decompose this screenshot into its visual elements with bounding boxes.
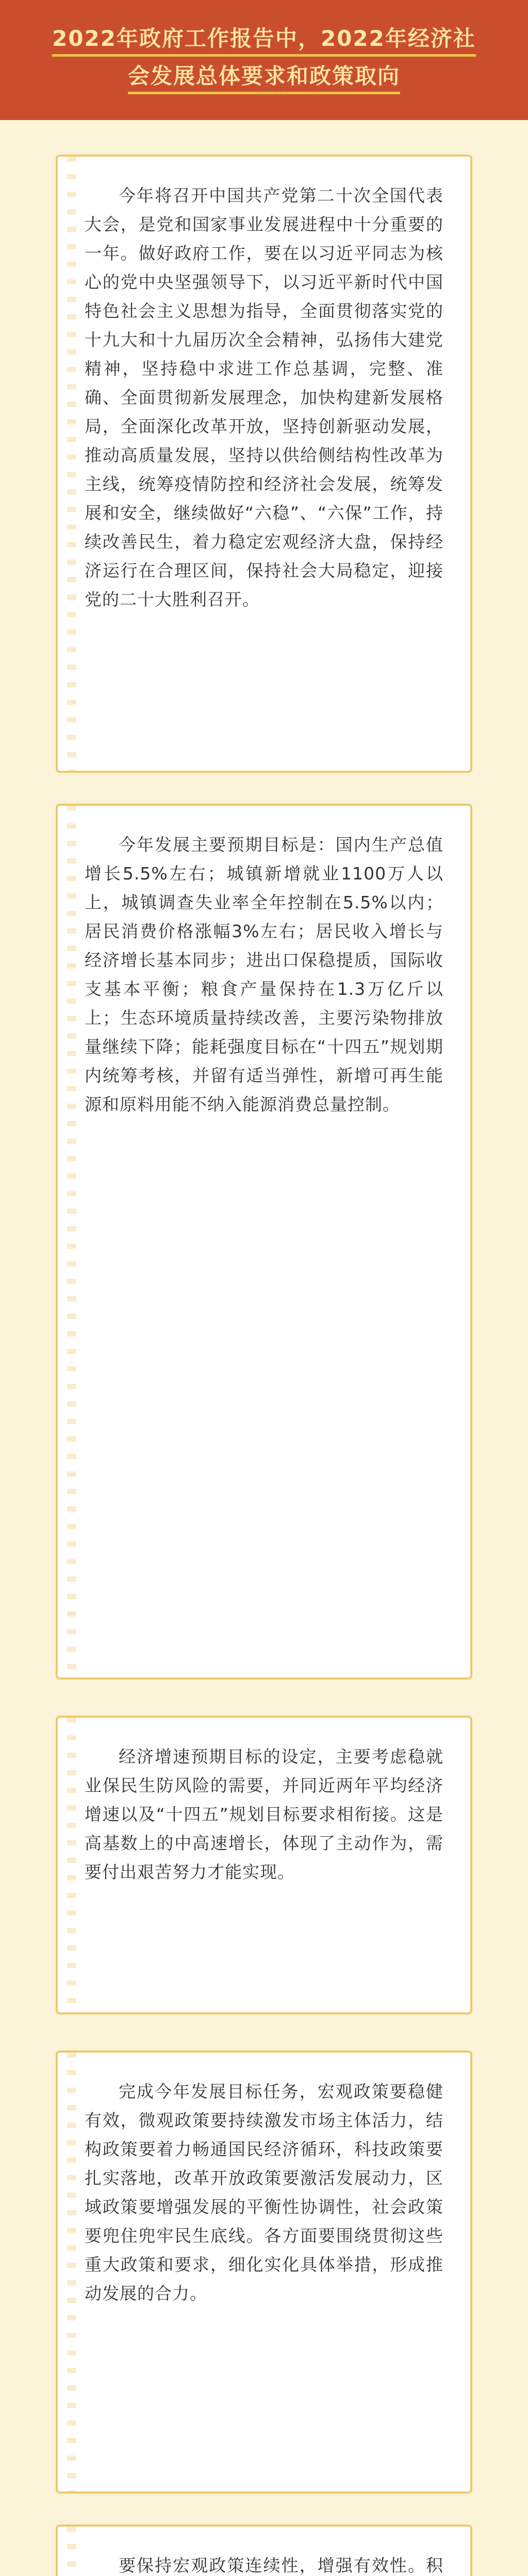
paragraph-2: 今年发展主要预期目标是：国内生产总值增长5.5%左右；城镇新增就业1100万人以上，城镇调查失业率全年控制在5.5%以内；居民消费价格涨幅3%左右；居民收入增长与经济增长基本同步；进出口保稳提质，国际收支基本平衡；粮食产量保持在1.3万亿斤以上；生态环境质量持续改善，主要污染物排放量继续下降；能耗强度目标在“十四五”规划期内统筹考核，并留有适当弹性，新增可再生能源和原料用能不纳入能源消费总量控制。 bbox=[85, 835, 443, 1114]
title-line-1: 2022年政府工作报告中，2022年经济社 bbox=[52, 26, 476, 57]
paragraph-4: 完成今年发展目标任务，宏观政策要稳健有效，微观政策要持续激发市场主体活力，结构政策要着力畅通国民经济循环，科技政策要扎实落地，改革开放政策要激活发展动力，区域政策要增强发展的平衡性协调性，社会政策要兜住兜牢民生底线。各方面要围绕贯彻这些重大政策和要求，细化实化具体举措，形成推动发展的合力。 bbox=[85, 2081, 443, 2303]
paragraph-1: 今年将召开中国共产党第二十次全国代表大会，是党和国家事业发展进程中十分重要的一年。做好政府工作，要在以习近平同志为核心的党中央坚强领导下，以习近平新时代中国特色社会主义思想为指导，全面贯彻落实党的十九大和十九届历次全会精神，弘扬伟大建党精神，坚持稳中求进工作总基调，完整、准确、全面贯彻新发展理念，加快构建新发展格局，全面深化改革开放，坚持创新驱动发展，推动高质量发展，坚持以供给侧结构性改革为主线，统筹疫情防控和经济社会发展，统筹发展和安全，继续做好“六稳”、“六保”工作，持续改善民生，着力稳定宏观经济大盘，保持经济运行在合理区间，保持社会大局稳定，迎接党的二十大胜利召开。 bbox=[85, 185, 443, 609]
paragraph-card-4 bbox=[56, 2050, 472, 2494]
paragraph-card-3 bbox=[56, 1716, 472, 2014]
paragraph-card-5 bbox=[56, 2524, 472, 2576]
paragraph-card-2 bbox=[56, 804, 472, 1680]
paragraph-3: 经济增速预期目标的设定，主要考虑稳就业保民生防风险的需要，并同近两年平均经济增速以及“十四五”规划目标要求相衔接。这是高基数上的中高速增长，体现了主动作为，需要付出艰苦努力才能实现。 bbox=[85, 1747, 443, 1882]
paragraph-card-1 bbox=[56, 155, 472, 773]
paragraph-5: 要保持宏观政策连续性，增强有效性。积 bbox=[119, 2555, 443, 2575]
title-banner bbox=[0, 0, 528, 120]
title-line-2: 会发展总体要求和政策取向 bbox=[128, 63, 400, 94]
